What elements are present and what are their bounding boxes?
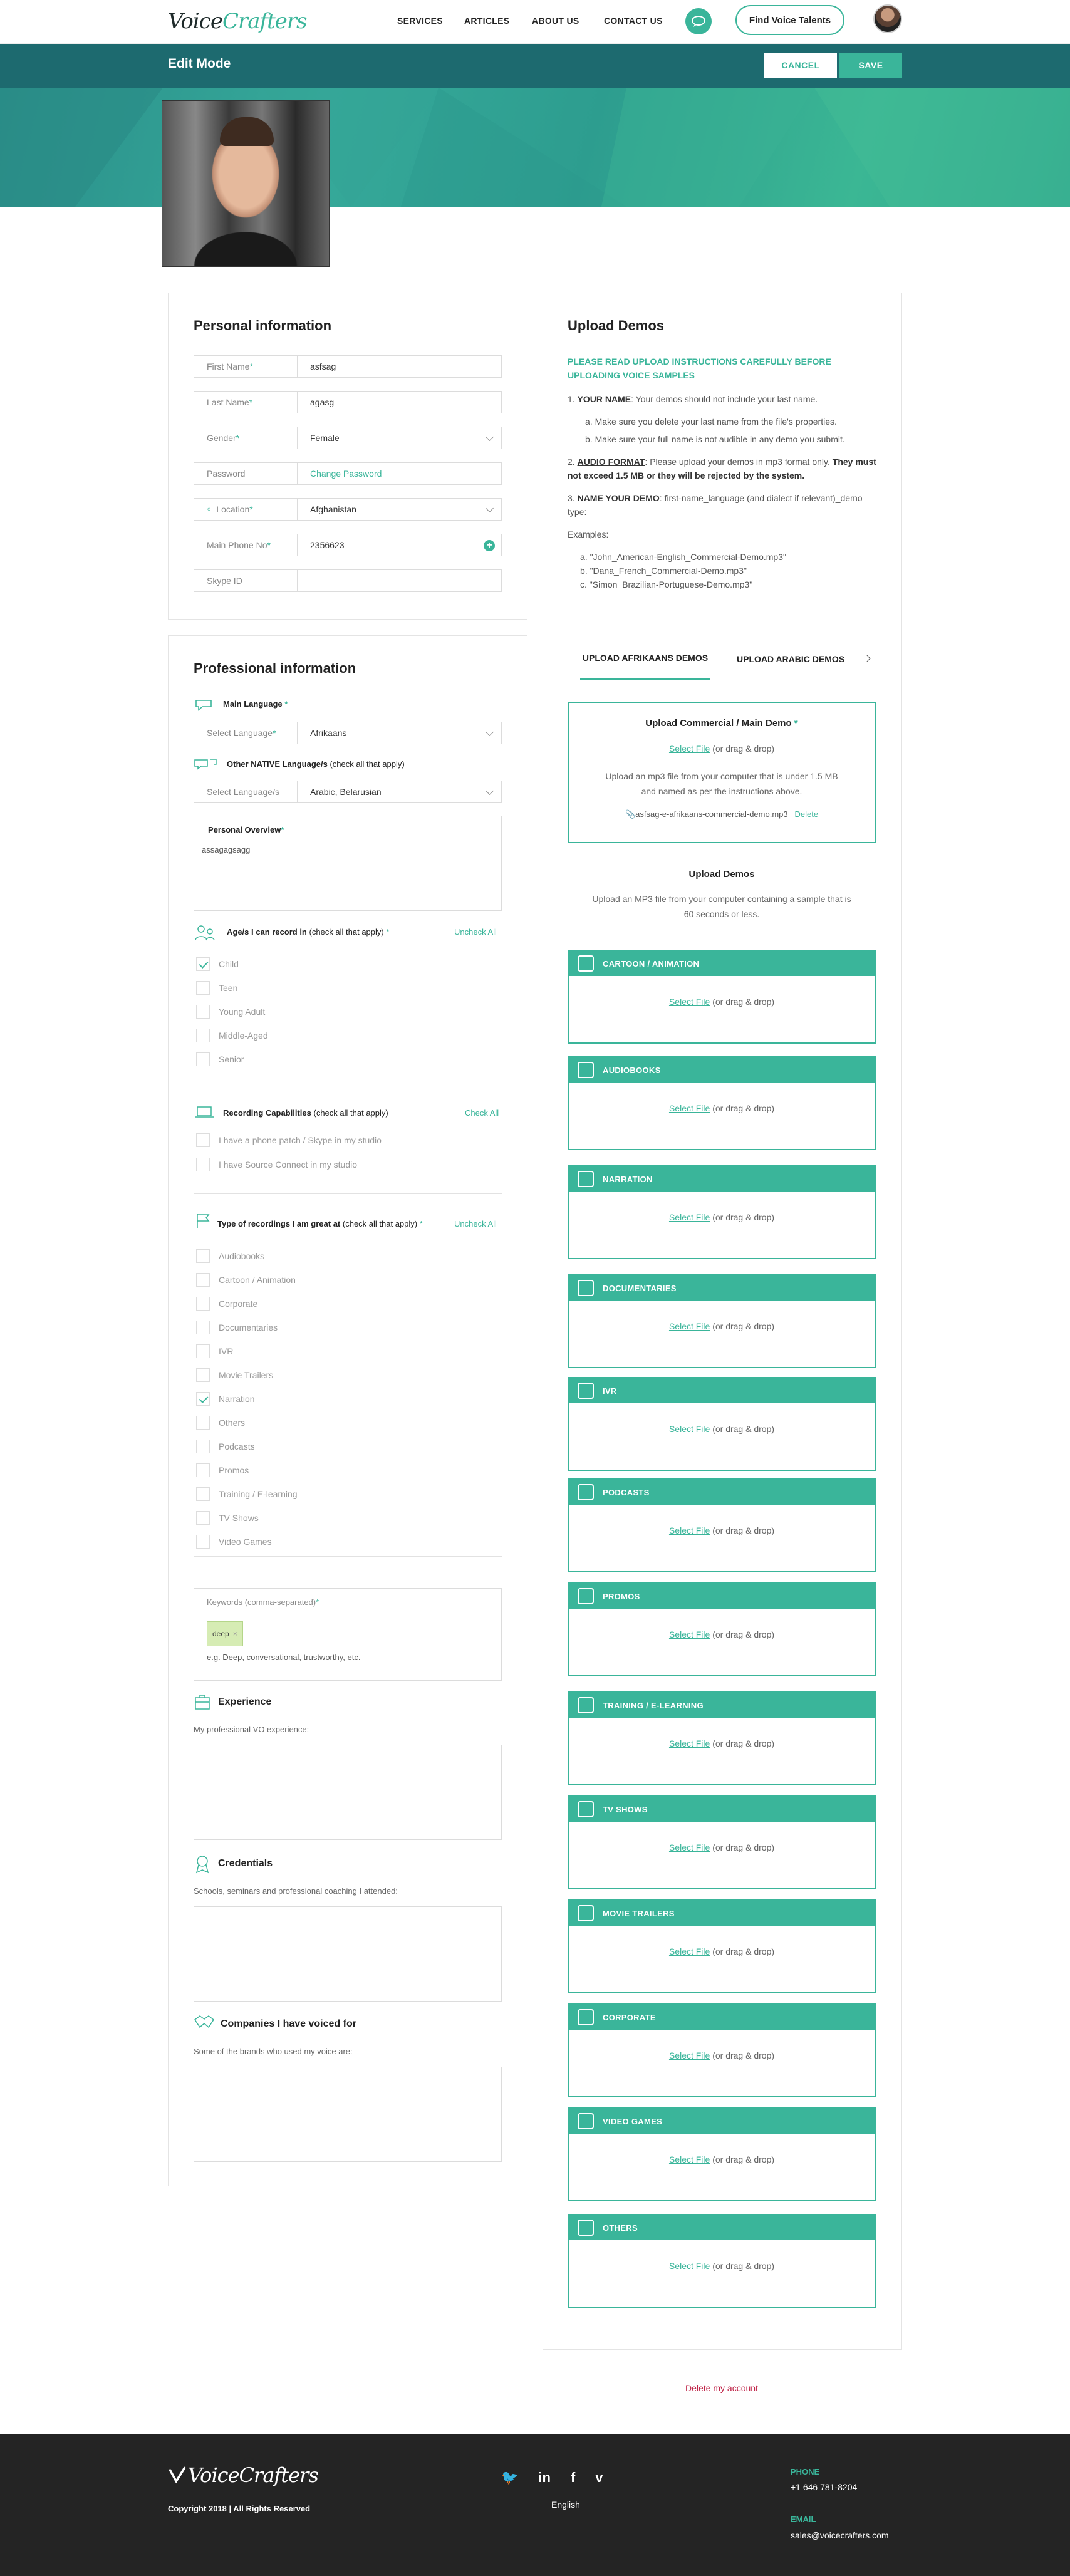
- select-file-link[interactable]: Select File: [668, 1212, 710, 1222]
- select-file-link[interactable]: Select File: [668, 1321, 710, 1331]
- demo-category-header: NARRATION: [569, 1166, 875, 1192]
- types-uncheck-all-link[interactable]: Uncheck All: [454, 1219, 497, 1228]
- phone-number[interactable]: +1 646 781-8204: [791, 2482, 858, 2492]
- demo-drop-zone[interactable]: Select File (or drag & drop): [668, 1321, 775, 1331]
- field-label: Gender *: [194, 427, 298, 449]
- award-icon: [194, 1854, 211, 1874]
- chat-icon: [685, 8, 712, 34]
- checkbox-option[interactable]: Movie Trailers: [196, 1363, 447, 1387]
- select-file-link[interactable]: Select File: [668, 1842, 710, 1852]
- demo-category-header: CORPORATE: [569, 2005, 875, 2030]
- flag-icon: [194, 1212, 212, 1230]
- experience-title: Experience: [218, 1696, 272, 1707]
- demo-category-header: IVR: [569, 1378, 875, 1403]
- demo-upload-audiobooks[interactable]: [568, 1056, 876, 1150]
- keyword-tag[interactable]: deep ×: [207, 1621, 243, 1646]
- types-list: [196, 1244, 447, 1554]
- companies-subtitle: Some of the brands who used my voice are:: [194, 2047, 353, 2056]
- keywords-hint: e.g. Deep, conversational, trustworthy, etc.: [207, 1653, 361, 1662]
- field-label: Main Phone No *: [194, 534, 298, 556]
- main-language-label: Main Language *: [223, 699, 288, 709]
- personal-field-password[interactable]: [194, 462, 502, 485]
- demo-drop-zone[interactable]: Select File (or drag & drop): [668, 997, 775, 1007]
- hero-banner: [0, 88, 1070, 207]
- field-value[interactable]: Afghanistan: [298, 499, 501, 520]
- select-file-link[interactable]: Select File: [668, 2050, 710, 2060]
- professional-info-title: Professional information: [194, 660, 356, 676]
- demo-upload-training-e-learning[interactable]: [568, 1691, 876, 1785]
- checkbox[interactable]: [196, 1273, 210, 1287]
- delete-file-link[interactable]: Delete: [794, 809, 819, 819]
- tab-afrikaans-demos[interactable]: UPLOAD AFRIKAANS DEMOS: [582, 653, 709, 663]
- credentials-subtitle: Schools, seminars and professional coaching I attended:: [194, 1886, 398, 1896]
- facebook-icon[interactable]: f: [570, 2470, 576, 2485]
- field-label: Password: [194, 463, 298, 484]
- keywords-field[interactable]: Keywords (comma-separated)* deep × e.g. Deep, conversational, trustworthy, etc.: [194, 1588, 502, 1681]
- category-icon: [578, 1062, 594, 1078]
- checkbox-option[interactable]: Promos: [196, 1458, 447, 1482]
- demo-category-header: DOCUMENTARIES: [569, 1275, 875, 1301]
- demo-category-header: PROMOS: [569, 1584, 875, 1609]
- demo-category-header: CARTOON / ANIMATION: [569, 951, 875, 976]
- checkbox[interactable]: [196, 1029, 210, 1042]
- companies-title: Companies I have voiced for: [221, 2018, 356, 2029]
- main-demo-title: Upload Commercial / Main Demo *: [645, 718, 798, 729]
- paperclip-icon: 📎: [625, 809, 636, 819]
- demo-upload-podcasts[interactable]: [568, 1478, 876, 1572]
- location-pin-icon: ⌖: [207, 504, 212, 514]
- cancel-button[interactable]: CANCEL: [764, 53, 837, 78]
- category-icon: [578, 1383, 594, 1399]
- field-value[interactable]: asfsag: [310, 361, 336, 371]
- remove-tag-icon[interactable]: ×: [232, 1629, 237, 1638]
- main-demo-description: Upload an mp3 file from your computer that is under 1.5 MB and named as per the instructions above.: [605, 771, 838, 796]
- category-icon: [578, 1697, 594, 1713]
- personal-field-gender[interactable]: [194, 427, 502, 449]
- demo-upload-corporate[interactable]: [568, 2003, 876, 2097]
- recording-check-all-link[interactable]: Check All: [465, 1108, 499, 1118]
- experience-subtitle: My professional VO experience:: [194, 1725, 309, 1734]
- checkbox[interactable]: [196, 1511, 210, 1525]
- upload-instructions: 1. YOUR NAME: Your demos should not include your last name. a. Make sure you delete your last name from the file's properties. b. Make sure your full name is not audible in any demo you submit. 2. AUDIO FORMAT: Please upload your demos in mp3 format only. They must not exceed 1.5 MB or they will be rejected by the system. 3. NAME YOUR DEMO: first-name_language (and dialect if relevant)_demo type: Examples: a. "John_American-English_Commercial-Demo.mp3" b. "Dana_French_Commercial-Demo.mp3" c. "Simon_Brazilian-Portuguese-Demo.mp3": [568, 394, 876, 589]
- select-file-link[interactable]: Select File: [668, 2154, 710, 2164]
- checkbox[interactable]: [196, 1133, 210, 1147]
- personal-overview-field[interactable]: Personal Overview* assagagsagg: [194, 816, 502, 911]
- select-file-link[interactable]: Select File: [668, 1738, 710, 1748]
- checkbox-option[interactable]: Teen: [196, 976, 447, 1000]
- speech-bubble-icon: [194, 698, 215, 712]
- personal-overview-text: assagagsagg: [202, 845, 251, 854]
- profile-photo[interactable]: [162, 100, 330, 267]
- email-label: EMAIL: [791, 2515, 816, 2524]
- demo-drop-zone[interactable]: Select File (or drag & drop): [668, 1738, 775, 1748]
- briefcase-icon: [194, 1693, 211, 1711]
- nav-about-us[interactable]: ABOUT US: [532, 16, 579, 26]
- demo-drop-zone[interactable]: Select File (or drag & drop): [668, 2050, 775, 2060]
- category-icon: [578, 1801, 594, 1817]
- upload-demos-subtitle: Upload Demos: [688, 869, 755, 880]
- uploaded-file-row: 📎asfsag-e-afrikaans-commercial-demo.mp3 Delete: [625, 809, 819, 819]
- checkbox-option[interactable]: Young Adult: [196, 1000, 447, 1024]
- checkbox[interactable]: [196, 1005, 210, 1019]
- credentials-title: Credentials: [218, 1858, 273, 1869]
- checkbox-option[interactable]: IVR: [196, 1339, 447, 1363]
- recording-option-source-connect[interactable]: I have Source Connect in my studio: [196, 1158, 357, 1171]
- main-language-select[interactable]: Select Language * Afrikaans: [194, 722, 502, 744]
- checkbox-option[interactable]: Senior: [196, 1047, 447, 1071]
- checkbox[interactable]: [196, 981, 210, 995]
- active-tab-indicator: [580, 678, 710, 680]
- add-phone-icon[interactable]: +: [484, 540, 495, 551]
- field-value[interactable]: 2356623 +: [298, 534, 501, 556]
- select-file-link[interactable]: Select File: [668, 744, 710, 754]
- category-icon: [578, 2220, 594, 2236]
- find-voice-talents-button[interactable]: Find Voice Talents: [735, 5, 844, 35]
- demo-upload-documentaries[interactable]: [568, 1274, 876, 1368]
- experience-textarea[interactable]: [194, 1745, 502, 1840]
- email-address[interactable]: sales@voicecrafters.com: [791, 2530, 889, 2540]
- social-links: [501, 2470, 603, 2486]
- field-label: Last Name *: [194, 392, 298, 413]
- personal-field-location[interactable]: [194, 498, 502, 521]
- handshake-icon: [194, 2013, 215, 2032]
- chevron-down-icon: [486, 504, 494, 512]
- hero-pattern: [0, 88, 1070, 207]
- recording-option-skype[interactable]: I have a phone patch / Skype in my studio: [196, 1133, 382, 1147]
- checkbox[interactable]: [196, 1368, 210, 1382]
- checkbox-option[interactable]: Child: [196, 952, 447, 976]
- category-icon: [578, 1171, 594, 1187]
- category-icon: [578, 1484, 594, 1500]
- recording-label: Recording Capabilities (check all that apply): [223, 1108, 388, 1118]
- upload-warning: PLEASE READ UPLOAD INSTRUCTIONS CAREFULLY BEFORE UPLOADING VOICE SAMPLES: [568, 356, 831, 380]
- demo-category-header: PODCASTS: [569, 1480, 875, 1505]
- demo-category-header: TV SHOWS: [569, 1797, 875, 1822]
- companies-textarea[interactable]: [194, 2067, 502, 2162]
- edit-mode-title: Edit Mode: [168, 56, 231, 71]
- demo-drop-zone[interactable]: Select File (or drag & drop): [668, 1842, 775, 1852]
- checkbox[interactable]: [196, 1416, 210, 1430]
- demo-category-header: AUDIOBOOKS: [569, 1057, 875, 1083]
- vimeo-icon[interactable]: v: [595, 2470, 603, 2485]
- speech-bubbles-icon: [194, 757, 219, 772]
- field-value[interactable]: [298, 570, 501, 591]
- checkbox[interactable]: [196, 1440, 210, 1453]
- nav-articles[interactable]: ARTICLES: [464, 16, 510, 26]
- field-label: Skype ID: [194, 570, 298, 591]
- checkbox-option[interactable]: Podcasts: [196, 1435, 447, 1458]
- upload-demos-description: Upload an MP3 file from your computer containing a sample that is 60 seconds or less.: [592, 894, 851, 919]
- logo[interactable]: VoiceCrafters: [168, 9, 307, 34]
- nav-services[interactable]: SERVICES: [397, 16, 443, 26]
- demo-upload-promos[interactable]: [568, 1582, 876, 1676]
- select-file-link[interactable]: Select File: [668, 1525, 710, 1535]
- demo-upload-movie-trailers[interactable]: [568, 1899, 876, 1993]
- other-native-label: Other NATIVE Language/s (check all that apply): [227, 759, 405, 769]
- category-icon: [578, 2113, 594, 2129]
- nav-contact-us[interactable]: CONTACT US: [604, 16, 663, 26]
- demo-upload-others[interactable]: [568, 2214, 876, 2308]
- people-icon: [194, 923, 216, 942]
- checked-checkbox[interactable]: [196, 1392, 210, 1406]
- checkbox[interactable]: [196, 1463, 210, 1477]
- field-label: First Name *: [194, 356, 298, 377]
- logo-mark-icon: [168, 2465, 187, 2485]
- demo-drop-zone[interactable]: Select File (or drag & drop): [668, 1629, 775, 1639]
- checkbox[interactable]: [196, 1321, 210, 1334]
- select-file-link[interactable]: Select File: [668, 1103, 710, 1113]
- checkbox-option[interactable]: Documentaries: [196, 1316, 447, 1339]
- other-languages-select[interactable]: Select Language/s Arabic, Belarusian: [194, 781, 502, 803]
- checkbox[interactable]: [196, 1535, 210, 1549]
- site-footer: [0, 2434, 1070, 2576]
- delete-account-link[interactable]: Delete my account: [685, 2383, 758, 2393]
- field-label: ⌖ Location *: [194, 499, 298, 520]
- checkbox-option[interactable]: Training / E-learning: [196, 1482, 447, 1506]
- category-icon: [578, 955, 594, 972]
- divider: [194, 1556, 502, 1557]
- demo-drop-zone[interactable]: Select File (or drag & drop): [668, 2154, 775, 2164]
- demo-category-header: TRAINING / E-LEARNING: [569, 1693, 875, 1718]
- checkbox[interactable]: [196, 1487, 210, 1501]
- demo-category-header: VIDEO GAMES: [569, 2109, 875, 2134]
- demo-upload-ivr[interactable]: [568, 1377, 876, 1471]
- user-avatar[interactable]: [873, 4, 902, 33]
- footer-language[interactable]: English: [551, 2500, 580, 2510]
- footer-logo[interactable]: VoiceCrafters: [168, 2463, 318, 2487]
- chevron-down-icon: [486, 728, 494, 736]
- linkedin-icon[interactable]: in: [538, 2470, 551, 2485]
- edit-mode-bar: [0, 44, 1070, 88]
- checkbox-option[interactable]: Middle-Aged: [196, 1024, 447, 1047]
- checkbox[interactable]: [196, 1052, 210, 1066]
- checkbox-option[interactable]: Video Games: [196, 1530, 447, 1554]
- phone-label: PHONE: [791, 2467, 820, 2476]
- select-file-link[interactable]: Select File: [668, 997, 710, 1007]
- select-file-link[interactable]: Select File: [668, 2261, 710, 2271]
- laptop-icon: [194, 1104, 215, 1119]
- personal-field-last-name[interactable]: [194, 391, 502, 413]
- upload-demos-title: Upload Demos: [568, 318, 665, 333]
- demo-upload-cartoon-animation[interactable]: [568, 950, 876, 1044]
- field-value[interactable]: Female: [298, 427, 501, 449]
- category-icon: [578, 1905, 594, 1921]
- demo-drop-zone[interactable]: Select File (or drag & drop): [668, 1946, 775, 1956]
- main-demo-select[interactable]: Select File (or drag & drop): [668, 744, 775, 754]
- checkbox[interactable]: [196, 1158, 210, 1171]
- ages-uncheck-all-link[interactable]: Uncheck All: [454, 927, 497, 937]
- checked-checkbox[interactable]: [196, 957, 210, 971]
- checkbox[interactable]: [196, 1297, 210, 1311]
- demo-drop-zone[interactable]: Select File (or drag & drop): [668, 1424, 775, 1434]
- demo-drop-zone[interactable]: Select File (or drag & drop): [668, 1212, 775, 1222]
- tab-arabic-demos[interactable]: UPLOAD ARABIC DEMOS: [737, 654, 845, 664]
- category-icon: [578, 2009, 594, 2025]
- demo-category-header: MOVIE TRAILERS: [569, 1901, 875, 1926]
- personal-field-first-name[interactable]: [194, 355, 502, 378]
- checkbox-option[interactable]: Narration: [196, 1387, 447, 1411]
- demo-upload-tv-shows[interactable]: [568, 1795, 876, 1889]
- checkbox-option[interactable]: TV Shows: [196, 1506, 447, 1530]
- chat-button[interactable]: [685, 8, 712, 34]
- ages-list: [196, 952, 447, 1071]
- checkbox[interactable]: [196, 1249, 210, 1263]
- select-file-link[interactable]: Select File: [668, 1629, 710, 1639]
- twitter-icon[interactable]: 🐦: [501, 2470, 519, 2485]
- checkbox-option[interactable]: Cartoon / Animation: [196, 1268, 447, 1292]
- personal-info-title: Personal information: [194, 318, 332, 333]
- demo-category-header: OTHERS: [569, 2215, 875, 2240]
- types-label: Type of recordings I am great at (check all that apply) *: [217, 1219, 423, 1228]
- copyright: Copyright 2018 | All Rights Reserved: [168, 2504, 311, 2513]
- divider: [194, 1193, 502, 1194]
- personal-fields: [194, 355, 502, 605]
- demo-drop-zone[interactable]: Select File (or drag & drop): [668, 1525, 775, 1535]
- category-icon: [578, 1588, 594, 1604]
- demo-upload-narration[interactable]: [568, 1165, 876, 1259]
- demo-drop-zone[interactable]: Select File (or drag & drop): [668, 1103, 775, 1113]
- field-value[interactable]: Change Password: [310, 469, 382, 479]
- personal-field-main-phone-no[interactable]: [194, 534, 502, 556]
- checkbox-option[interactable]: Others: [196, 1411, 447, 1435]
- chevron-down-icon: [486, 433, 494, 441]
- checkbox[interactable]: [196, 1344, 210, 1358]
- category-icon: [578, 1280, 594, 1296]
- save-button[interactable]: SAVE: [839, 53, 902, 78]
- credentials-textarea[interactable]: [194, 1906, 502, 2002]
- checkbox-option[interactable]: Audiobooks: [196, 1244, 447, 1268]
- chevron-down-icon: [486, 787, 494, 795]
- select-file-link[interactable]: Select File: [668, 1946, 710, 1956]
- ages-label: Age/s I can record in (check all that apply) *: [227, 927, 390, 937]
- field-value[interactable]: agasg: [310, 397, 335, 407]
- select-file-link[interactable]: Select File: [668, 1424, 710, 1434]
- demo-drop-zone[interactable]: Select File (or drag & drop): [668, 2261, 775, 2271]
- checkbox-option[interactable]: Corporate: [196, 1292, 447, 1316]
- demo-upload-video-games[interactable]: [568, 2107, 876, 2201]
- personal-field-skype-id[interactable]: [194, 569, 502, 592]
